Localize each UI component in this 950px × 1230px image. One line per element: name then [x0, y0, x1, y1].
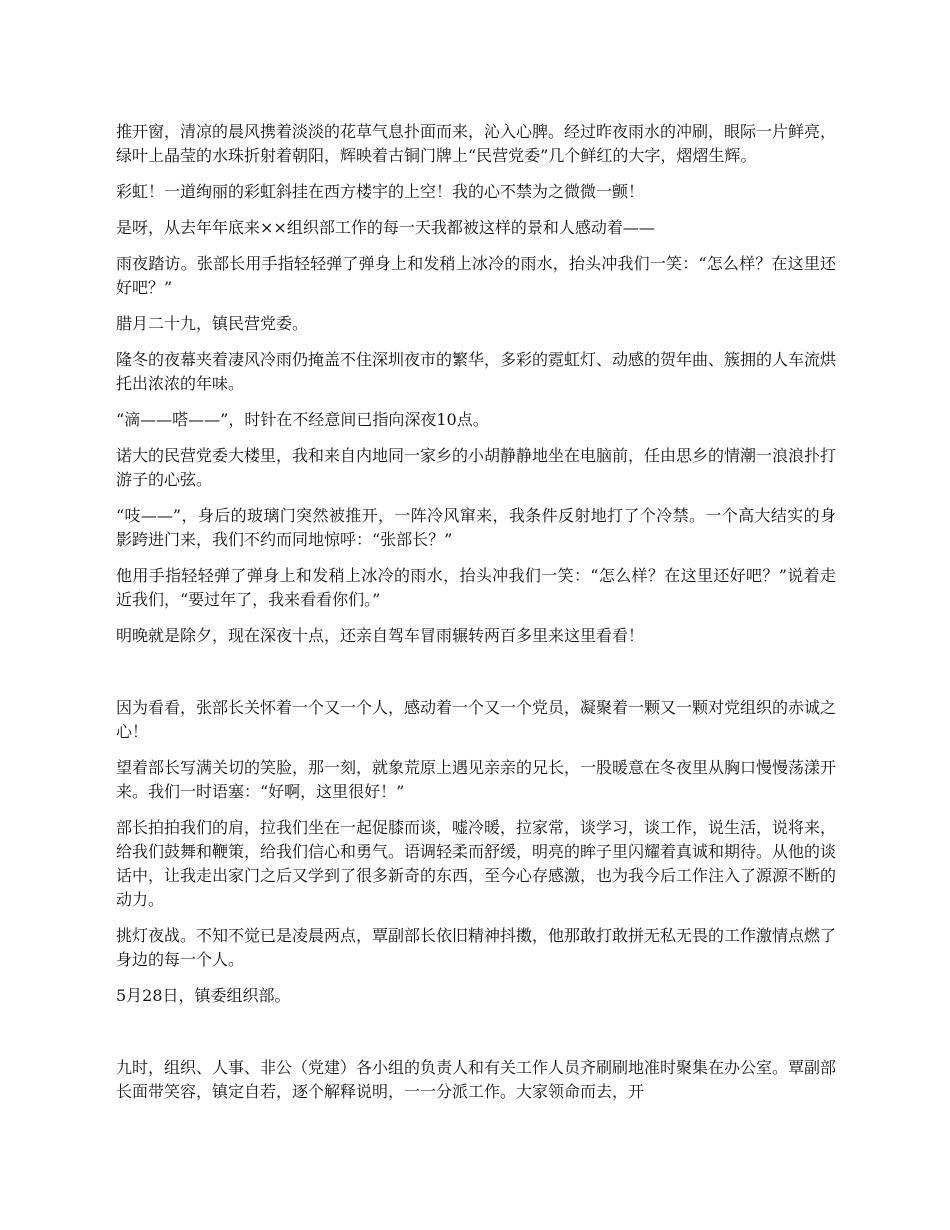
paragraph-8: 诺大的民营党委大楼里，我和来自内地同一家乡的小胡静静地坐在电脑前，任由思乡的情潮一浪浪扑打游子的心弦。	[116, 446, 837, 489]
paragraph-3: 是呀，从去年年底来××组织部工作的每一天我都被这样的景和人感动着——	[116, 218, 655, 237]
paragraph-15: 挑灯夜战。不知不觉已是凌晨两点，覃副部长依旧精神抖擞，他那敢打敢拼无私无畏的工作激情点燃了身边的每一个人。	[116, 926, 837, 969]
paragraph-16: 5月28日，镇委组织部。	[116, 986, 291, 1005]
paragraph-1: 推开窗，清凉的晨风携着淡淡的花草气息扑面而来，沁入心脾。经过昨夜雨水的冲刷，眼际一片鲜亮，绿叶上晶莹的水珠折射着朝阳，辉映着古铜门牌上“民营党委”几个鲜红的大字，熠熠生辉。	[116, 122, 837, 165]
paragraph-13: 望着部长写满关切的笑脸，那一刻，就象荒原上遇见亲亲的兄长，一股暖意在冬夜里从胸口慢慢荡漾开来。我们一时语塞：“好啊，这里很好！”	[116, 758, 837, 801]
paragraph-7: “滴——嗒——”，时针在不经意间已指向深夜10点。	[116, 410, 489, 429]
paragraph-17: 九时，组织、人事、非公（党建）各小组的负责人和有关工作人员齐刷刷地准时聚集在办公室。覃副部长面带笑容，镇定自若，逐个解释说明，一一分派工作。大家领命而去，开	[116, 1058, 837, 1101]
paragraph-12: 因为看看，张部长关怀着一个又一个人，感动着一个又一个党员，凝聚着一颗又一颗对党组织的赤诚之心！	[116, 698, 837, 741]
paragraph-2: 彩虹！一道绚丽的彩虹斜挂在西方楼宇的上空！我的心不禁为之微微一颤！	[116, 182, 645, 201]
paragraph-9: “吱——”，身后的玻璃门突然被推开，一阵冷风窜来，我条件反射地打了个冷禁。一个高大结实的身影跨进门来，我们不约而同地惊呼：“张部长？”	[116, 506, 836, 549]
section-gap	[116, 1020, 836, 1056]
paragraph-10: 他用手指轻轻弹了弹身上和发稍上冰冷的雨水，抬头冲我们一笑：“怎么样？在这里还好吧？”说着走近我们，“要过年了，我来看看你们。”	[116, 566, 836, 609]
paragraph-14: 部长拍拍我们的肩，拉我们坐在一起促膝而谈，嘘冷暖，拉家常，谈学习，谈工作，说生活，说将来，给我们鼓舞和鞭策，给我们信心和勇气。语调轻柔而舒缓，明亮的眸子里闪耀着真诚和期待。从他的谈话中，让我走出家门之后又学到了很多新奇的东西，至今心存感激，也为我今后工作注入了源源不断的动力。	[116, 818, 837, 909]
document-body	[116, 120, 836, 1116]
paragraph-11: 明晚就是除夕，现在深夜十点，还亲自驾车冒雨辗转两百多里来这里看看！	[116, 626, 645, 645]
paragraph-6: 隆冬的夜幕夹着凄风冷雨仍掩盖不住深圳夜市的繁华，多彩的霓虹灯、动感的贺年曲、簇拥的人车流烘托出浓浓的年味。	[116, 350, 837, 393]
paragraph-5: 腊月二十九，镇民营党委。	[116, 314, 309, 333]
section-gap	[116, 660, 836, 696]
paragraph-4: 雨夜踏访。张部长用手指轻轻弹了弹身上和发稍上冰冷的雨水，抬头冲我们一笑：“怎么样？在这里还好吧？”	[116, 254, 836, 297]
